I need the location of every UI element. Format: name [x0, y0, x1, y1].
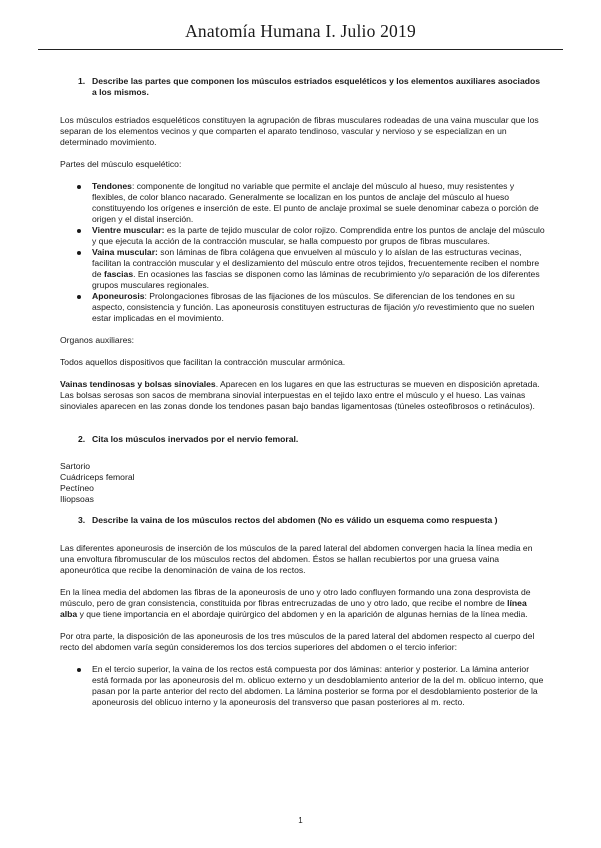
bullet-icon [77, 229, 81, 233]
q1-intro: Los músculos estriados esqueléticos constituyen la agrupación de fibras musculares rodeadas de una vaina muscular que los separan de los elementos vecinos y que comparten el aparato tendinoso, vascular y nervioso y se especializan en un determinado movimiento. [60, 115, 539, 147]
list-item [60, 225, 546, 247]
bullet-icon [77, 185, 81, 189]
question-number: 2. [78, 434, 86, 444]
question-number: 3. [78, 515, 86, 525]
question-3 [78, 515, 546, 526]
definition: . En ocasiones las fascias se disponen como las láminas de recubrimiento y/o separación de los diferentes grupos musculares regionales. [92, 269, 540, 290]
list-item: Sartorio [60, 461, 91, 471]
list-item: En el tercio superior, la vaina de los rectos está compuesta por dos láminas: anterior y posterior. La lámina anterior está formada por las aponeurosis del m. oblicuo externo y un desdoblamiento anterior de la del m. oblicuo interno, que pasan por la parte anterior del recto del abdomen. La lámina posterior se forma por el desdoblamiento posterior de la aponeurosis del oblicuo interno y la aponeurosis del transverso que pasan posteriores al m. recto. [60, 664, 546, 708]
list-item: Tendones: componente de longitud no variable que permite el anclaje del músculo al hueso, muy resistentes y flexibles, de color blanco nacarado. Generalmente se localizan en los puntos de anclaje del músculo al hueso constituyendo los orígenes e inserción de este. El punto de anclaje proximal se suele denominar cabeza o porción de origen y el distal inserción. [60, 181, 546, 225]
document-body [60, 76, 546, 708]
bullet-icon [77, 251, 81, 255]
definition: componente de longitud no variable que permite el anclaje del músculo al hueso, muy resistentes y flexibles, de color blanco nacarado. Generalmente se localizan en los puntos de anclaje del músculo al hueso constituyendo los orígenes e inserción de este. El punto de anclaje proximal se suele denominar cabeza o porción de origen y el distal inserción. [92, 181, 539, 224]
definition: son láminas de fibra colágena que envuelven al músculo y lo aíslan de las estructuras vecinas, facilitan la contracción muscular y el deslizamiento del músculo entre otros tejidos, frecuentemente reciben el nombre de [92, 247, 540, 279]
term: Aponeurosis [92, 291, 145, 301]
q3-paragraph-1: Las diferentes aponeurosis de inserción de los músculos de la pared lateral del abdomen convergen hacia la línea media en una envoltura fibromuscular de los músculos rectos del abdomen. Éstos se hallan recubiertos por una gruesa vaina aponeurótica que recibe la denominación de vaina de los rectos. [60, 543, 533, 575]
definition: es la parte de tejido muscular de color rojizo. Comprendida entre los puntos de anclaje del músculo y que ejecuta la acción de la contracción muscular, se halla compuesto por grupos de fibras musculares. [92, 225, 545, 246]
q3-list [60, 664, 546, 708]
q3-paragraph-3: Por otra parte, la disposición de las aponeurosis de los tres músculos de la pared lateral del abdomen respecto al cuerpo del recto del abdomen varía según consideremos los dos tercios superiores del abdomen o el tercio inferior: [60, 631, 535, 652]
page-header-title: Anatomía Humana I. Julio 2019 [185, 21, 416, 41]
question-text: Describe la vaina de los músculos rectos del abdomen (No es válido un esquema como respuesta ) [92, 515, 498, 525]
term-inline: fascias [103, 269, 134, 279]
list-item [60, 247, 546, 291]
list-item: Iliopsoas [60, 494, 94, 504]
term: Vientre muscular: [92, 225, 165, 235]
question-text: Describe las partes que componen los músculos estriados esqueléticos y los elementos auxiliares asociados a los mismos. [92, 76, 541, 97]
term: Vaina muscular: [92, 247, 158, 257]
muscle-list [60, 461, 546, 505]
list-item: Cuádriceps femoral [60, 472, 135, 482]
question-2 [78, 434, 546, 445]
definition: Prolongaciones fibrosas de las fijaciones de los músculos. Se diferencian de los tendones en su aspecto, consistencia y función. Las aponeurosis constituyen estructuras de fijación y/o revestimiento que no suelen estar implicadas en el movimiento. [92, 291, 535, 323]
aux-label: Organos auxiliares: [60, 335, 135, 345]
bullet-icon [77, 295, 81, 299]
term-inline: línea alba [60, 598, 527, 619]
bullet-icon [77, 668, 81, 672]
term: Tendones [92, 181, 132, 191]
question-number: 1. [78, 76, 86, 86]
list-item: Aponeurosis: Prolongaciones fibrosas de las fijaciones de los músculos. Se diferencian de los tendones en su aspecto, consistencia y función. Las aponeurosis constituyen estructuras de fijación y/o revestimiento que no suelen estar implicadas en el movimiento. [60, 291, 546, 324]
q3-paragraph-2: En la línea media del abdomen las fibras de la aponeurosis de uno y otro lado confluyen formando una zona desprovista de músculo, pero de gran consistencia, constituida por fibras entrecruzadas de uno y otro lado, que recibe el nombre de línea alba y que tiene importancia en el abordaje quirúrgico del abdomen y en la aparición de algunas hernias de la línea media. [60, 587, 531, 619]
question-1 [78, 76, 546, 98]
question-text: Cita los músculos inervados por el nervio femoral. [92, 434, 299, 444]
aux-intro: Todos aquellos dispositivos que facilitan la contracción muscular armónica. [60, 357, 346, 367]
header-rule [38, 49, 563, 50]
page-number: 1 [298, 816, 303, 825]
parts-list [60, 181, 546, 324]
parts-label: Partes del músculo esquelético: [60, 159, 182, 169]
term: Vainas tendinosas y bolsas sinoviales [60, 379, 216, 389]
vainas-paragraph: Vainas tendinosas y bolsas sinoviales. Aparecen en los lugares en que las estructuras se mueven en disposición apretada. Las bolsas serosas son sacos de membrana sinovial interpuestas en el tejido laxo entre el músculo y el hueso. Las vainas sinoviales aparecen en las zonas donde los tendones pasan bajo bandas ligamentosas (túneles osteofibrosos o retináculos). [60, 379, 540, 411]
list-item: Pectíneo [60, 483, 94, 493]
